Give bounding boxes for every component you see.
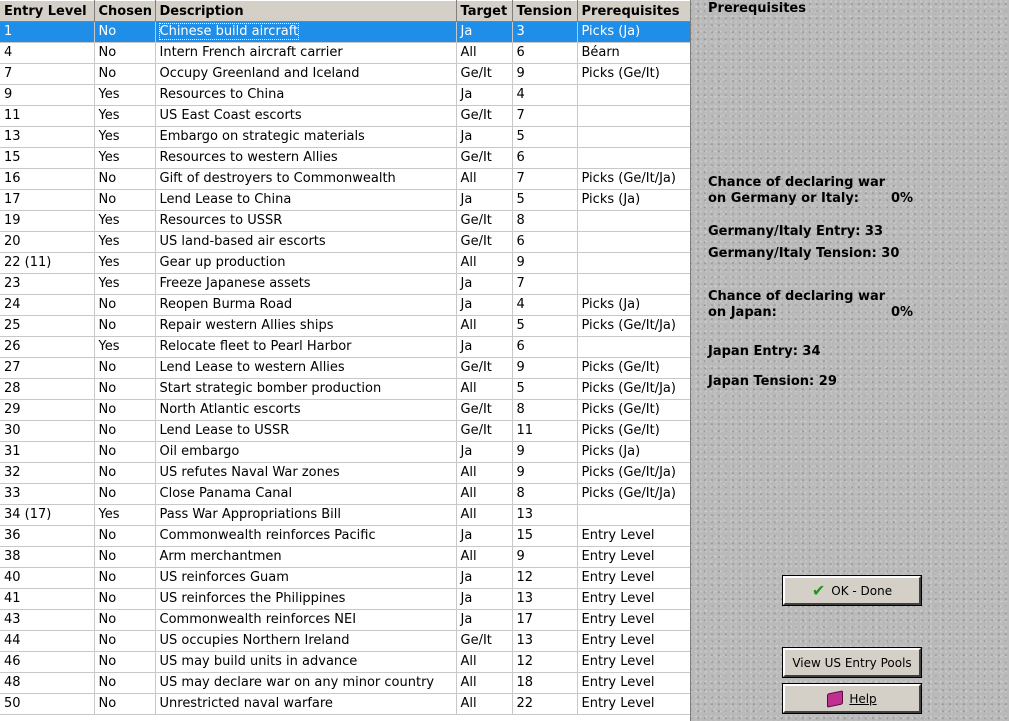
cell-description: Arm merchantmen <box>155 547 456 568</box>
cell-description: Freeze Japanese assets <box>155 274 456 295</box>
cell-target: All <box>456 652 512 673</box>
cell-description: Resources to USSR <box>155 211 456 232</box>
cell-description: US reinforces the Philippines <box>155 589 456 610</box>
cell-entry-level: 13 <box>0 127 94 148</box>
cell-tension: 8 <box>512 211 577 232</box>
cell-chosen: Yes <box>94 106 155 127</box>
cell-prerequisites <box>577 337 690 358</box>
column-header-description[interactable]: Description <box>155 1 456 22</box>
cell-prerequisites: Picks (Ge/It/Ja) <box>577 316 690 337</box>
cell-entry-level: 16 <box>0 169 94 190</box>
cell-chosen: No <box>94 631 155 652</box>
cell-entry-level: 26 <box>0 337 94 358</box>
cell-target: All <box>456 694 512 715</box>
table-row[interactable] <box>0 484 690 505</box>
table-row[interactable] <box>0 673 690 694</box>
table-row[interactable] <box>0 358 690 379</box>
cell-entry-level: 34 (17) <box>0 505 94 526</box>
cell-target: All <box>456 505 512 526</box>
cell-target: Ja <box>456 610 512 631</box>
cell-chosen: Yes <box>94 148 155 169</box>
cell-target: All <box>456 379 512 400</box>
cell-description: Intern French aircraft carrier <box>155 43 456 64</box>
ja-tension: Japan Tension: 29 <box>708 374 837 389</box>
cell-chosen: No <box>94 190 155 211</box>
table-header-row <box>0 1 690 22</box>
book-icon <box>827 690 843 707</box>
cell-tension: 6 <box>512 148 577 169</box>
ge-chance-value: 0% <box>891 191 914 206</box>
cell-chosen: No <box>94 169 155 190</box>
cell-target: Ja <box>456 274 512 295</box>
cell-prerequisites: Entry Level <box>577 526 690 547</box>
cell-description: Resources to China <box>155 85 456 106</box>
cell-entry-level: 33 <box>0 484 94 505</box>
cell-entry-level: 40 <box>0 568 94 589</box>
ja-chance-value: 0% <box>891 305 914 320</box>
cell-target: All <box>456 463 512 484</box>
cell-description: Lend Lease to western Allies <box>155 358 456 379</box>
cell-chosen: Yes <box>94 505 155 526</box>
cell-description: Relocate fleet to Pearl Harbor <box>155 337 456 358</box>
cell-prerequisites: Entry Level <box>577 694 690 715</box>
cell-chosen: Yes <box>94 337 155 358</box>
cell-prerequisites: Picks (Ja) <box>577 190 690 211</box>
cell-tension: 7 <box>512 106 577 127</box>
cell-target: Ja <box>456 127 512 148</box>
cell-description: US reinforces Guam <box>155 568 456 589</box>
cell-description: Gift of destroyers to Commonwealth <box>155 169 456 190</box>
table-row[interactable] <box>0 190 690 211</box>
cell-prerequisites: Picks (Ge/It) <box>577 64 690 85</box>
table-row[interactable] <box>0 211 690 232</box>
cell-tension: 6 <box>512 43 577 64</box>
cell-target: Ge/It <box>456 64 512 85</box>
cell-target: All <box>456 484 512 505</box>
cell-entry-level: 44 <box>0 631 94 652</box>
cell-description: Gear up production <box>155 253 456 274</box>
column-header-target[interactable]: Target <box>456 1 512 22</box>
cell-description: US may declare war on any minor country <box>155 673 456 694</box>
cell-chosen: No <box>94 463 155 484</box>
cell-entry-level: 25 <box>0 316 94 337</box>
cell-tension: 22 <box>512 694 577 715</box>
cell-entry-level: 30 <box>0 421 94 442</box>
view-pools-label: View US Entry Pools <box>792 655 912 670</box>
cell-description: Pass War Appropriations Bill <box>155 505 456 526</box>
table-row[interactable] <box>0 442 690 463</box>
cell-chosen: Yes <box>94 232 155 253</box>
cell-entry-level: 48 <box>0 673 94 694</box>
cell-description: Close Panama Canal <box>155 484 456 505</box>
cell-chosen: No <box>94 589 155 610</box>
cell-tension: 7 <box>512 274 577 295</box>
table-row[interactable] <box>0 463 690 484</box>
cell-prerequisites: Entry Level <box>577 568 690 589</box>
column-header-entry-level[interactable]: Entry Level <box>0 1 94 22</box>
cell-prerequisites: Picks (Ge/It) <box>577 421 690 442</box>
cell-chosen: No <box>94 547 155 568</box>
cell-description: Oil embargo <box>155 442 456 463</box>
table-row[interactable] <box>0 631 690 652</box>
cell-tension: 13 <box>512 589 577 610</box>
cell-prerequisites <box>577 505 690 526</box>
cell-entry-level: 20 <box>0 232 94 253</box>
cell-description: Reopen Burma Road <box>155 295 456 316</box>
table-row[interactable] <box>0 85 690 106</box>
ja-chance-label-line1: Chance of declaring war <box>708 289 886 304</box>
cell-entry-level: 31 <box>0 442 94 463</box>
cell-chosen: No <box>94 64 155 85</box>
cell-entry-level: 24 <box>0 295 94 316</box>
cell-description: Embargo on strategic materials <box>155 127 456 148</box>
ja-entry: Japan Entry: 34 <box>708 344 821 359</box>
cell-prerequisites: Entry Level <box>577 652 690 673</box>
table-row[interactable] <box>0 148 690 169</box>
cell-description: US may build units in advance <box>155 652 456 673</box>
cell-entry-level: 43 <box>0 610 94 631</box>
table-row[interactable] <box>0 526 690 547</box>
cell-chosen: No <box>94 421 155 442</box>
cell-chosen: No <box>94 442 155 463</box>
table-row[interactable] <box>0 547 690 568</box>
table-row[interactable] <box>0 22 690 43</box>
ja-chance-label-line2: on Japan: <box>708 305 777 320</box>
cell-entry-level: 29 <box>0 400 94 421</box>
table-row[interactable] <box>0 505 690 526</box>
cell-tension: 8 <box>512 484 577 505</box>
cell-target: All <box>456 547 512 568</box>
cell-target: All <box>456 253 512 274</box>
table-row[interactable] <box>0 337 690 358</box>
table-row[interactable] <box>0 610 690 631</box>
cell-tension: 4 <box>512 85 577 106</box>
cell-target: Ge/It <box>456 631 512 652</box>
cell-prerequisites: Picks (Ja) <box>577 22 690 43</box>
cell-description: Unrestricted naval warfare <box>155 694 456 715</box>
ok-done-label: OK - Done <box>831 583 893 598</box>
cell-prerequisites: Picks (Ja) <box>577 442 690 463</box>
ge-entry: Germany/Italy Entry: 33 <box>708 224 884 239</box>
table-row[interactable] <box>0 652 690 673</box>
cell-target: Ja <box>456 337 512 358</box>
cell-prerequisites <box>577 106 690 127</box>
table-row[interactable] <box>0 43 690 64</box>
cell-chosen: No <box>94 484 155 505</box>
cell-entry-level: 4 <box>0 43 94 64</box>
cell-prerequisites <box>577 232 690 253</box>
cell-prerequisites <box>577 211 690 232</box>
cell-prerequisites <box>577 148 690 169</box>
cell-target: Ge/It <box>456 211 512 232</box>
cell-entry-level: 38 <box>0 547 94 568</box>
table-row[interactable] <box>0 127 690 148</box>
cell-tension: 9 <box>512 64 577 85</box>
cell-chosen: Yes <box>94 253 155 274</box>
cell-target: Ja <box>456 295 512 316</box>
cell-tension: 9 <box>512 253 577 274</box>
cell-target: Ge/It <box>456 421 512 442</box>
cell-entry-level: 27 <box>0 358 94 379</box>
cell-target: Ge/It <box>456 106 512 127</box>
cell-chosen: Yes <box>94 274 155 295</box>
table-row[interactable] <box>0 253 690 274</box>
cell-tension: 7 <box>512 169 577 190</box>
cell-target: All <box>456 316 512 337</box>
cell-target: Ge/It <box>456 232 512 253</box>
cell-description: US occupies Northern Ireland <box>155 631 456 652</box>
cell-chosen: No <box>94 652 155 673</box>
cell-prerequisites: Picks (Ge/It) <box>577 358 690 379</box>
cell-chosen: No <box>94 358 155 379</box>
cell-target: All <box>456 169 512 190</box>
column-header-tension[interactable]: Tension <box>512 1 577 22</box>
cell-entry-level: 19 <box>0 211 94 232</box>
checkmark-icon: ✔ <box>811 581 826 600</box>
cell-chosen: No <box>94 43 155 64</box>
cell-tension: 13 <box>512 505 577 526</box>
panel-title: Prerequisites <box>708 1 806 16</box>
help-button[interactable] <box>783 684 921 713</box>
cell-chosen: Yes <box>94 211 155 232</box>
column-header-prerequisites[interactable]: Prerequisites <box>577 1 690 22</box>
cell-entry-level: 41 <box>0 589 94 610</box>
cell-target: Ge/It <box>456 148 512 169</box>
table-row[interactable] <box>0 295 690 316</box>
cell-entry-level: 36 <box>0 526 94 547</box>
view-us-entry-pools-button[interactable] <box>783 648 921 677</box>
cell-tension: 5 <box>512 379 577 400</box>
table-row[interactable] <box>0 568 690 589</box>
cell-chosen: No <box>94 673 155 694</box>
table-row[interactable] <box>0 274 690 295</box>
table-row[interactable] <box>0 169 690 190</box>
cell-tension: 3 <box>512 22 577 43</box>
cell-chosen: No <box>94 610 155 631</box>
cell-entry-level: 9 <box>0 85 94 106</box>
cell-tension: 13 <box>512 631 577 652</box>
cell-chosen: No <box>94 22 155 43</box>
cell-description: Resources to western Allies <box>155 148 456 169</box>
cell-target: Ja <box>456 589 512 610</box>
cell-entry-level: 23 <box>0 274 94 295</box>
cell-target: Ja <box>456 22 512 43</box>
cell-description: Repair western Allies ships <box>155 316 456 337</box>
cell-tension: 9 <box>512 547 577 568</box>
cell-prerequisites <box>577 253 690 274</box>
cell-chosen: No <box>94 379 155 400</box>
cell-description: Lend Lease to USSR <box>155 421 456 442</box>
cell-prerequisites: Entry Level <box>577 673 690 694</box>
cell-chosen: Yes <box>94 127 155 148</box>
cell-prerequisites: Picks (Ge/It) <box>577 400 690 421</box>
cell-prerequisites: Entry Level <box>577 610 690 631</box>
cell-tension: 8 <box>512 400 577 421</box>
cell-chosen: No <box>94 694 155 715</box>
ge-chance-label-line1: Chance of declaring war <box>708 175 886 190</box>
table-row[interactable] <box>0 379 690 400</box>
cell-description: Occupy Greenland and Iceland <box>155 64 456 85</box>
cell-tension: 5 <box>512 190 577 211</box>
cell-tension: 5 <box>512 316 577 337</box>
cell-prerequisites: Picks (Ge/It/Ja) <box>577 169 690 190</box>
cell-description: Lend Lease to China <box>155 190 456 211</box>
cell-prerequisites: Entry Level <box>577 547 690 568</box>
cell-target: Ja <box>456 85 512 106</box>
cell-description: US land-based air escorts <box>155 232 456 253</box>
table-row[interactable] <box>0 694 690 715</box>
cell-tension: 6 <box>512 232 577 253</box>
cell-chosen: No <box>94 295 155 316</box>
ok-done-button[interactable] <box>783 576 921 605</box>
cell-tension: 18 <box>512 673 577 694</box>
cell-description: Chinese build aircraft <box>155 22 456 43</box>
cell-tension: 6 <box>512 337 577 358</box>
cell-tension: 9 <box>512 358 577 379</box>
table-row[interactable] <box>0 64 690 85</box>
column-header-chosen[interactable]: Chosen <box>94 1 155 22</box>
cell-entry-level: 50 <box>0 694 94 715</box>
cell-entry-level: 22 (11) <box>0 253 94 274</box>
cell-tension: 12 <box>512 652 577 673</box>
cell-prerequisites: Picks (Ge/It/Ja) <box>577 484 690 505</box>
cell-prerequisites: Entry Level <box>577 589 690 610</box>
cell-target: Ge/It <box>456 358 512 379</box>
cell-entry-level: 15 <box>0 148 94 169</box>
cell-prerequisites <box>577 274 690 295</box>
cell-chosen: No <box>94 316 155 337</box>
cell-chosen: No <box>94 400 155 421</box>
table-row[interactable] <box>0 400 690 421</box>
cell-prerequisites: Picks (Ge/It/Ja) <box>577 379 690 400</box>
table-row[interactable] <box>0 316 690 337</box>
cell-entry-level: 11 <box>0 106 94 127</box>
cell-tension: 17 <box>512 610 577 631</box>
cell-description: US East Coast escorts <box>155 106 456 127</box>
cell-chosen: No <box>94 568 155 589</box>
cell-prerequisites: Entry Level <box>577 631 690 652</box>
cell-target: All <box>456 43 512 64</box>
cell-prerequisites <box>577 85 690 106</box>
cell-entry-level: 46 <box>0 652 94 673</box>
cell-entry-level: 28 <box>0 379 94 400</box>
cell-chosen: Yes <box>94 85 155 106</box>
cell-entry-level: 1 <box>0 22 94 43</box>
cell-target: Ja <box>456 526 512 547</box>
cell-prerequisites: Béarn <box>577 43 690 64</box>
table-row[interactable] <box>0 232 690 253</box>
cell-target: Ja <box>456 442 512 463</box>
cell-prerequisites: Picks (Ja) <box>577 295 690 316</box>
cell-tension: 5 <box>512 127 577 148</box>
cell-description: Commonwealth reinforces Pacific <box>155 526 456 547</box>
table-row[interactable] <box>0 589 690 610</box>
cell-tension: 9 <box>512 463 577 484</box>
cell-description: North Atlantic escorts <box>155 400 456 421</box>
cell-target: All <box>456 673 512 694</box>
cell-entry-level: 17 <box>0 190 94 211</box>
table-row[interactable] <box>0 421 690 442</box>
cell-chosen: No <box>94 526 155 547</box>
cell-description: Commonwealth reinforces NEI <box>155 610 456 631</box>
cell-target: Ja <box>456 568 512 589</box>
cell-tension: 11 <box>512 421 577 442</box>
cell-entry-level: 7 <box>0 64 94 85</box>
cell-tension: 12 <box>512 568 577 589</box>
cell-tension: 9 <box>512 442 577 463</box>
table-row[interactable] <box>0 106 690 127</box>
cell-prerequisites <box>577 127 690 148</box>
cell-target: Ja <box>456 190 512 211</box>
cell-tension: 4 <box>512 295 577 316</box>
cell-description: Start strategic bomber production <box>155 379 456 400</box>
cell-entry-level: 32 <box>0 463 94 484</box>
ge-tension: Germany/Italy Tension: 30 <box>708 246 900 261</box>
ge-chance-label-line2: on Germany or Italy: <box>708 191 860 206</box>
help-label: Help <box>849 691 877 706</box>
cell-tension: 15 <box>512 526 577 547</box>
cell-description: US refutes Naval War zones <box>155 463 456 484</box>
cell-prerequisites: Picks (Ge/It/Ja) <box>577 463 690 484</box>
cell-target: Ge/It <box>456 400 512 421</box>
